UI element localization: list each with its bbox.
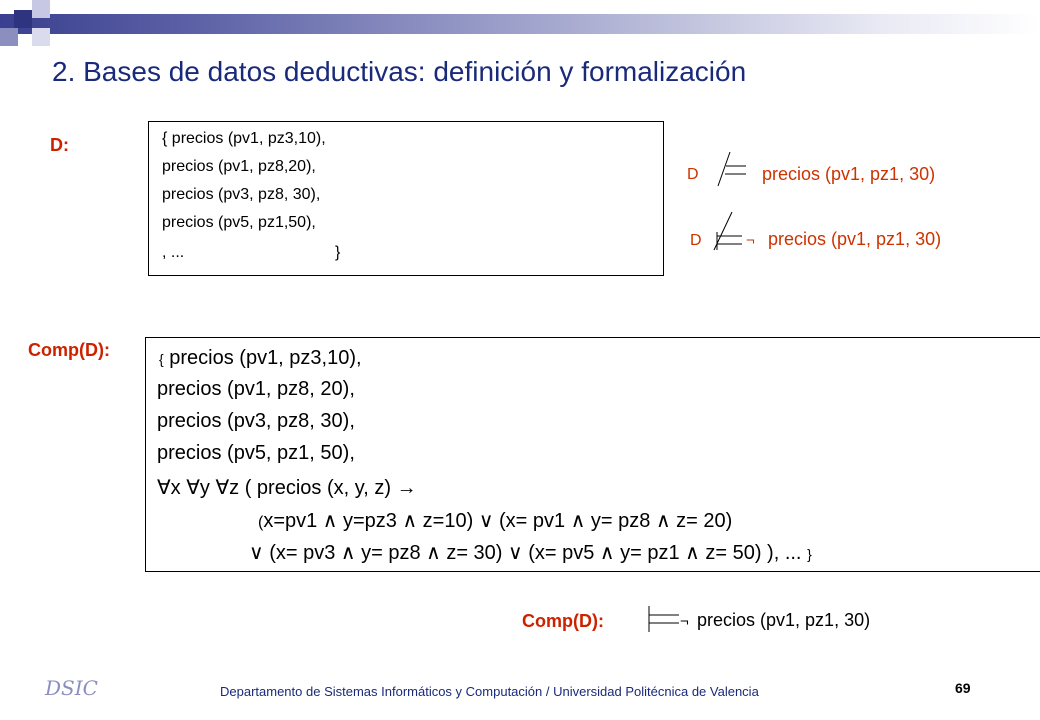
entails-icon [712,150,752,190]
entail2-lhs: D [690,232,702,249]
header-square-light [32,0,50,18]
box1-closing-brace: } [335,244,341,261]
comp-line-7 [249,540,812,565]
header-bar [0,14,1040,34]
box1-line: , ... [162,244,185,261]
entail1-lhs: D [687,166,699,183]
entails-icon [645,604,681,634]
header-square-mid [0,28,18,46]
entail2-rhs: precios (pv1, pz1, 30) [768,229,942,249]
comp-label: Comp(D): [28,340,110,360]
close-brace: } [807,546,812,562]
d-label: D: [50,135,69,155]
page-title: 2. Bases de datos deductivas: definición y formalización [52,56,747,87]
comp-disjunction-2: ∨ (x= pv3 ∧ y= pz8 ∧ z= 30) ∨ (x= pv5 ∧ y= pz1 ∧ z= 50) ), ... [249,542,802,564]
box1-line: precios (pv3, pz8, 30), [162,186,321,203]
open-paren: ( [258,514,264,531]
header-square-pale [32,28,50,46]
header-square-dark [14,10,32,28]
comp-line-1 [159,347,362,370]
box1-line: precios (pv5, pz1,50), [162,214,316,231]
database-box [148,121,664,276]
dsic-logo: DSIC [45,676,98,700]
entail1-rhs: precios (pv1, pz1, 30) [762,164,936,184]
not-entails-icon [704,210,744,254]
comp-line-3: precios (pv3, pz8, 30), [157,410,355,432]
box1-line: precios (pv1, pz8,20), [162,158,316,175]
comp-bottom-rhs: precios (pv1, pz1, 30) [697,610,871,630]
entail2-negation: ¬ [746,232,755,249]
box1-line: { precios (pv1, pz3,10), [162,130,326,147]
footer-text: Departamento de Sistemas Informáticos y Computación / Universidad Politécnica de Valencia [220,684,759,699]
comp-line-2: precios (pv1, pz8, 20), [157,378,355,400]
comp-line-4: precios (pv5, pz1, 50), [157,442,355,464]
page-number: 69 [955,680,971,696]
comp-line-6 [258,508,732,533]
comp-bottom-label: Comp(D): [522,611,604,631]
completion-box [145,337,1040,572]
open-brace: { [159,351,164,367]
comp-bottom-negation: ¬ [680,613,689,630]
comp-line-5: ∀x ∀y ∀z ( precios (x, y, z) → [157,477,417,499]
comp-fact: precios (pv1, pz3,10), [169,347,362,369]
comp-disjunction-1: x=pv1 ∧ y=pz3 ∧ z=10) ∨ (x= pv1 ∧ y= pz8 ∧ z= 20) [263,510,733,532]
